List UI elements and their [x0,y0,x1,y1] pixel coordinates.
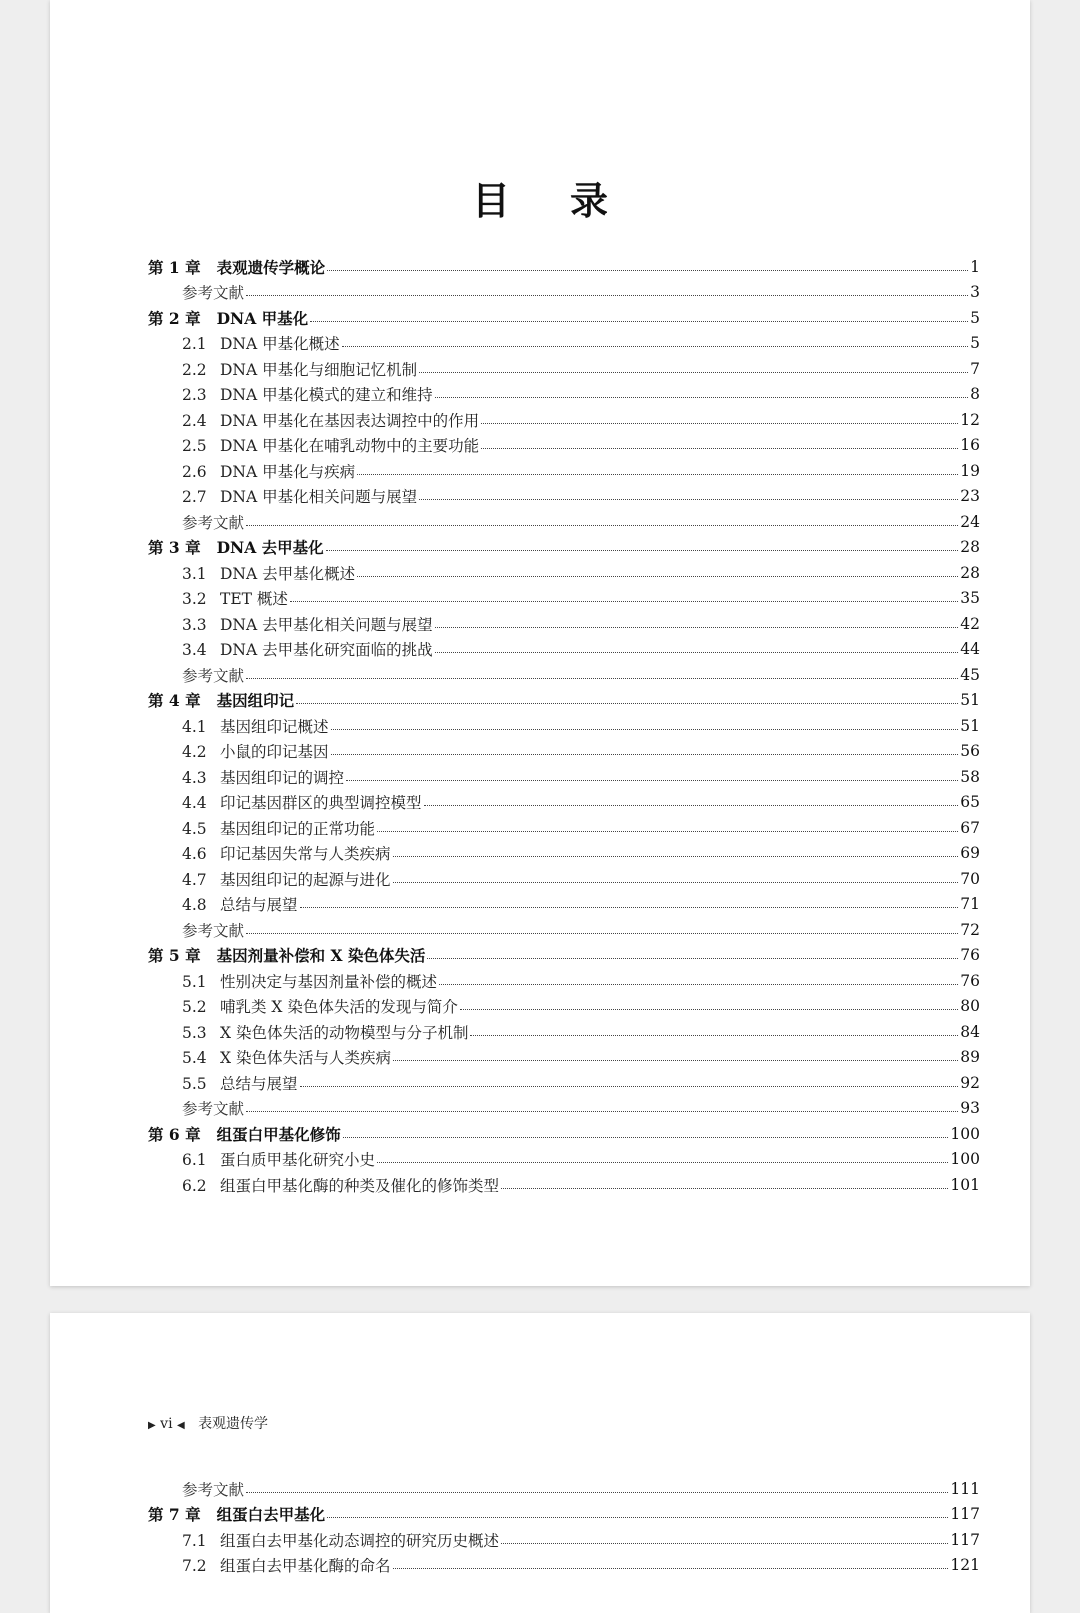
toc-entry-section[interactable] [148,866,980,892]
dot-leader [393,1567,949,1569]
toc-entry-label [148,485,417,507]
toc-entry-title: 总结与展望 [220,1074,298,1093]
toc-entry-section[interactable] [148,713,980,739]
toc-entry-page: 67 [960,818,980,837]
toc-entry-refs[interactable] [148,1476,980,1502]
toc-entry-title: 组蛋白去甲基化酶的命名 [220,1557,391,1576]
dot-leader [357,473,958,475]
toc-entry-number: 5.4 [182,1049,207,1068]
toc-entry-label [148,562,355,584]
toc-entry-page: 111 [950,1479,980,1498]
dot-leader [377,1161,948,1163]
dot-leader [435,651,959,653]
toc-entry-number: 7.2 [182,1557,207,1576]
toc-entry-page: 117 [950,1505,980,1524]
toc-entry-title: X 染色体失活与人类疾病 [220,1049,391,1068]
dot-leader [470,1034,958,1036]
toc-entry-refs[interactable] [148,917,980,943]
toc-entry-number: 2.2 [182,360,207,379]
toc-entry-section[interactable] [148,968,980,994]
toc-entry-number: 第 7 章 [148,1505,201,1525]
dot-leader [460,1008,958,1010]
toc-entry-label [148,1148,375,1170]
toc-entry-label [148,995,458,1017]
running-header [148,1413,268,1433]
toc-entry-label [148,1123,341,1145]
toc-entry-page: 45 [960,665,980,684]
toc-entry-page: 84 [960,1022,980,1041]
toc-entry-number: 3.2 [182,590,207,609]
toc-entry-page: 1 [970,257,980,276]
toc-entry-label [148,1046,391,1068]
dot-leader [342,345,968,347]
dot-leader [296,702,958,704]
toc-entry-title: DNA 去甲基化相关问题与展望 [220,615,433,634]
toc-entry-label [148,842,391,864]
toc-entry-page: 117 [950,1530,980,1549]
header-book-title: 表观遗传学 [198,1416,269,1432]
toc-entry-title: 表观遗传学概论 [216,257,326,277]
toc-entry-title: DNA 去甲基化 [216,538,324,558]
toc-entry-title: 基因组印记的调控 [220,768,345,787]
toc-entry-number: 6.2 [182,1176,207,1195]
toc-entry-number: 2.3 [182,386,207,405]
dot-leader [435,396,968,398]
toc-entry-label [148,868,391,890]
toc-entry-section[interactable] [148,331,980,357]
toc-entry-label [148,1021,468,1043]
toc-entry-number: 5.1 [182,972,207,991]
toc-entry-section[interactable] [148,382,980,408]
toc-entry-page: 8 [970,385,980,404]
toc-entry-page: 3 [970,283,980,302]
toc-entry-title: 参考文献 [182,513,245,532]
toc-entry-chapter[interactable] [148,1121,980,1147]
toc-entry-label [148,307,308,329]
toc-entry-title: X 染色体失活的动物模型与分子机制 [220,1023,469,1042]
toc-entry-number: 5.5 [182,1074,207,1093]
toc-entry-section[interactable] [148,611,980,637]
toc-entry-chapter[interactable] [148,688,980,714]
toc-entry-section[interactable] [148,1045,980,1071]
toc-entry-page: 19 [960,461,980,480]
toc-entry-page: 51 [960,716,980,735]
dot-leader [439,983,958,985]
dot-leader [300,1085,959,1087]
toc-entry-label [148,383,433,405]
toc-entry-refs[interactable] [148,280,980,306]
dot-leader [246,1110,958,1112]
toc-entry-number: 4.1 [182,717,207,736]
dot-leader [327,269,968,271]
toc-entry-page: 89 [960,1048,980,1067]
dot-leader [501,1187,948,1189]
toc-entry-page: 56 [960,742,980,761]
dot-leader [427,957,958,959]
toc-entry-number: 2.1 [182,335,207,354]
toc-entry-title: 基因组印记 [216,691,295,711]
toc-entry-label [148,332,340,354]
dot-leader [357,575,958,577]
dot-leader [419,498,958,500]
toc-entry-number: 2.4 [182,411,207,430]
dot-leader [343,1136,949,1138]
toc-entry-number: 第 2 章 [148,308,201,328]
toc-entry-page: 7 [970,359,980,378]
toc-entry-page: 44 [960,640,980,659]
toc-entry-label [148,970,437,992]
toc-entry-title: 印记基因群区的典型调控模型 [220,794,422,813]
toc-entry-label [148,1529,499,1551]
dot-leader [246,294,968,296]
toc-entry-title: DNA 甲基化概述 [220,335,340,354]
toc-entry-section[interactable] [148,484,980,510]
toc-entry-number: 第 6 章 [148,1124,201,1144]
toc-entry-page: 92 [960,1073,980,1092]
toc-entry-page: 35 [960,589,980,608]
dot-leader [246,1491,948,1493]
dot-leader [246,524,958,526]
toc-entry-page: 12 [960,410,980,429]
toc-entry-section[interactable] [148,1527,980,1553]
toc-entry-label [148,1097,244,1119]
toc-entry-title: DNA 去甲基化概述 [220,564,356,583]
dot-leader [331,728,959,730]
toc-entry-label [148,256,325,278]
toc-entry-label [148,919,244,941]
toc-entry-page: 42 [960,614,980,633]
dot-leader [377,830,958,832]
toc-entry-title: 参考文献 [182,921,245,940]
toc-entry-title: DNA 甲基化在哺乳动物中的主要功能 [220,437,480,456]
toc-entry-title: 参考文献 [182,666,245,685]
toc-list [148,1476,980,1578]
toc-entry-section[interactable] [148,433,980,459]
toc-entry-number: 4.8 [182,896,207,915]
toc-entry-number: 5.3 [182,1023,207,1042]
toc-entry-section[interactable] [148,815,980,841]
toc-entry-page: 5 [970,308,980,327]
toc-entry-page: 24 [960,512,980,531]
toc-entry-page: 28 [960,563,980,582]
toc-entry-label [148,511,244,533]
toc-entry-title: DNA 甲基化 [216,308,309,328]
dot-leader [331,753,959,755]
toc-entry-chapter[interactable] [148,305,980,331]
toc-entry-title: TET 概述 [220,590,288,609]
toc-entry-title: DNA 甲基化模式的建立和维持 [220,386,433,405]
toc-entry-page: 71 [960,895,980,914]
toc-entry-label [148,638,433,660]
toc-entry-title: 组蛋白甲基化酶的种类及催化的修饰类型 [220,1176,500,1195]
toc-entry-label [148,893,298,915]
toc-entry-section[interactable] [148,841,980,867]
toc-entry-title: 基因组印记的起源与进化 [220,870,391,889]
toc-entry-section[interactable] [148,1019,980,1045]
toc-entry-number: 4.2 [182,743,207,762]
toc-entry-number: 第 4 章 [148,691,201,711]
toc-entry-title: 性别决定与基因剂量补偿的概述 [220,972,438,991]
toc-entry-title: 小鼠的印记基因 [220,743,329,762]
dot-leader [419,371,968,373]
toc-entry-number: 7.1 [182,1531,207,1550]
toc-entry-section[interactable] [148,1147,980,1173]
toc-entry-chapter[interactable] [148,535,980,561]
dot-leader [393,881,959,883]
toc-entry-label [148,536,324,558]
toc-entry-label [148,1174,499,1196]
toc-entry-refs[interactable] [148,662,980,688]
toc-entry-label [148,791,422,813]
toc-entry-page: 16 [960,436,980,455]
toc-entry-chapter[interactable] [148,1502,980,1528]
toc-entry-title: DNA 甲基化与疾病 [220,462,356,481]
toc-entry-label [148,1503,325,1525]
toc-entry-title: 哺乳类 X 染色体失活的发现与简介 [220,998,458,1017]
toc-entry-number: 第 5 章 [148,946,201,966]
dot-leader [327,1516,948,1518]
toc-entry-page: 58 [960,767,980,786]
toc-entry-label [148,613,433,635]
dot-leader [290,600,958,602]
toc-entry-title: DNA 去甲基化研究面临的挑战 [220,641,433,660]
toc-entry-section[interactable] [148,637,980,663]
toc-entry-title: 基因组印记概述 [220,717,329,736]
toc-entry-chapter[interactable] [148,943,980,969]
toc-entry-title: 参考文献 [182,1100,245,1119]
toc-entry-page: 76 [960,971,980,990]
toc-entry-page: 72 [960,920,980,939]
toc-entry-number: 2.7 [182,488,207,507]
toc-entry-title: 组蛋白去甲基化 [216,1505,326,1525]
dot-leader [393,1059,958,1061]
toc-entry-label [148,944,425,966]
toc-entry-section[interactable] [148,407,980,433]
toc-entry-label [148,740,329,762]
toc-entry-label [148,460,355,482]
dot-leader [393,855,959,857]
toc-entry-number: 4.4 [182,794,207,813]
toc-entry-section[interactable] [148,356,980,382]
toc-entry-label [148,1072,298,1094]
header-page-label: vi [160,1416,173,1432]
toc-entry-label [148,281,244,303]
toc-entry-title: DNA 甲基化相关问题与展望 [220,488,418,507]
toc-list [148,254,980,1198]
toc-entry-title: 基因剂量补偿和 X 染色体失活 [216,946,426,966]
toc-entry-page: 100 [950,1124,980,1143]
toc-entry-page: 80 [960,997,980,1016]
toc-entry-number: 4.5 [182,819,207,838]
toc-entry-label [148,817,375,839]
toc-entry-section[interactable] [148,739,980,765]
toc-entry-title: DNA 甲基化在基因表达调控中的作用 [220,411,480,430]
toc-entry-number: 2.6 [182,462,207,481]
dot-leader [481,422,958,424]
toc-entry-title: DNA 甲基化与细胞记忆机制 [220,360,418,379]
dot-leader [310,320,968,322]
toc-entry-section[interactable] [148,790,980,816]
toc-entry-section[interactable] [148,764,980,790]
toc-entry-title: 组蛋白去甲基化动态调控的研究历史概述 [220,1531,500,1550]
toc-entry-label [148,434,479,456]
toc-entry-label [148,587,288,609]
toc-entry-page: 100 [950,1150,980,1169]
toc-entry-label [148,409,479,431]
toc-entry-label [148,715,329,737]
toc-entry-number: 3.1 [182,564,207,583]
toc-entry-section[interactable] [148,1172,980,1198]
dot-leader [435,626,959,628]
toc-entry-label [148,358,417,380]
toc-entry-section[interactable] [148,1553,980,1579]
triangle-right-icon: ▶ [148,1420,156,1431]
toc-entry-number: 2.5 [182,437,207,456]
toc-entry-title: 组蛋白甲基化修饰 [216,1124,341,1144]
dot-leader [246,677,958,679]
toc-entry-label [148,664,244,686]
toc-entry-label [148,689,294,711]
toc-entry-label [148,1478,244,1500]
toc-entry-page: 23 [960,487,980,506]
toc-entry-label [148,766,344,788]
toc-entry-section[interactable] [148,586,980,612]
toc-entry-title: 参考文献 [182,284,245,303]
toc-entry-number: 5.2 [182,998,207,1017]
toc-entry-number: 4.3 [182,768,207,787]
dot-leader [424,804,959,806]
toc-entry-section[interactable] [148,560,980,586]
toc-entry-page: 51 [960,691,980,710]
toc-entry-section[interactable] [148,458,980,484]
toc-entry-number: 第 3 章 [148,538,201,558]
page-title: 目录 [471,178,668,223]
toc-entry-section[interactable] [148,892,980,918]
toc-entry-section[interactable] [148,994,980,1020]
toc-entry-title: 蛋白质甲基化研究小史 [220,1151,376,1170]
toc-entry-page: 76 [960,946,980,965]
dot-leader [501,1542,948,1544]
toc-entry-number: 4.7 [182,870,207,889]
toc-entry-title: 参考文献 [182,1480,245,1499]
dot-leader [481,447,958,449]
dot-leader [326,549,959,551]
toc-page-1 [50,0,1030,1286]
toc-entry-number: 6.1 [182,1151,207,1170]
toc-entry-number: 第 1 章 [148,257,201,277]
dot-leader [346,779,958,781]
triangle-left-icon: ◀ [177,1420,185,1431]
toc-entry-page: 28 [960,538,980,557]
toc-entry-number: 4.6 [182,845,207,864]
toc-entry-page: 5 [970,334,980,353]
toc-entry-page: 93 [960,1099,980,1118]
toc-entry-page: 70 [960,869,980,888]
toc-entry-number: 3.3 [182,615,207,634]
toc-entry-page: 121 [950,1556,980,1575]
dot-leader [246,932,958,934]
toc-entry-refs[interactable] [148,1096,980,1122]
toc-entry-page: 101 [950,1175,980,1194]
toc-entry-title: 总结与展望 [220,896,298,915]
toc-entry-page: 69 [960,844,980,863]
toc-entry-number: 3.4 [182,641,207,660]
toc-entry-refs[interactable] [148,509,980,535]
toc-entry-section[interactable] [148,1070,980,1096]
toc-entry-page: 65 [960,793,980,812]
dot-leader [300,906,959,908]
toc-entry-title: 印记基因失常与人类疾病 [220,845,391,864]
toc-entry-chapter[interactable] [148,254,980,280]
toc-page-2 [50,1313,1030,1613]
toc-entry-title: 基因组印记的正常功能 [220,819,376,838]
